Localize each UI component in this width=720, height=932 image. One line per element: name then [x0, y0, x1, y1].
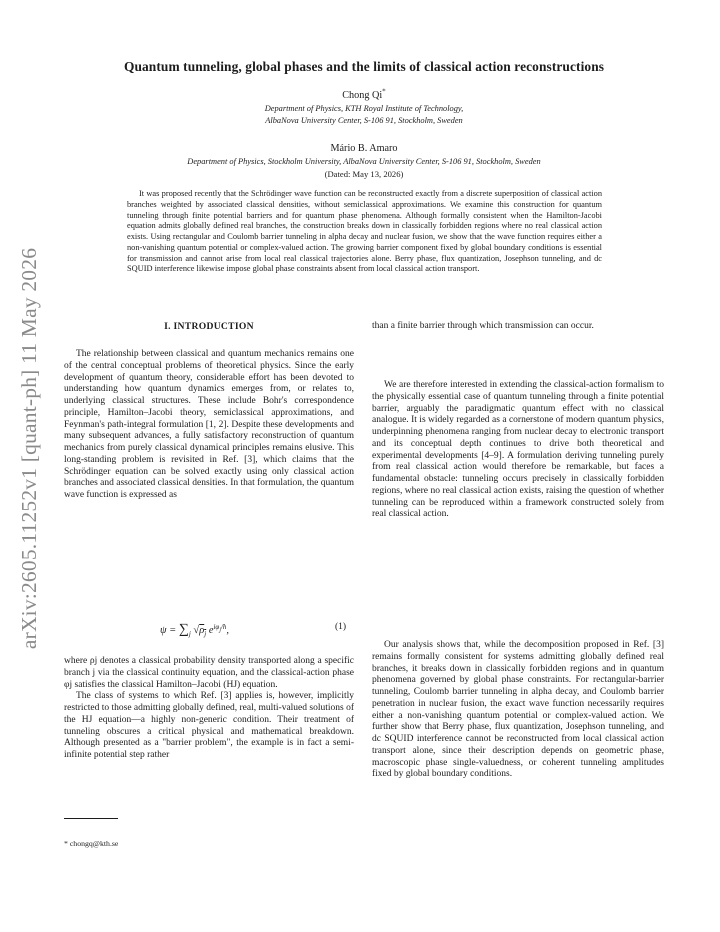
author-1-marker: *: [382, 87, 386, 96]
intro-paragraph-1: The relationship between classical and quantum mechanics remains one of the central conceptual problems of theoretical physics. Since the early development of quantum theory, considerable effort has been devoted to understanding how quantum dynamics emerges from, or relates to, underlying classical structures. These include Bohr's correspondence principle, Hamilton–Jacobi theory, semiclassical approximations, and Feynman's path-integral formulation [1, 2]. Despite these developments and many subsequent advances, a fully satisfactory reconstruction of quantum mechanics from purely classical dynamical principles remains elusive. This long-standing problem is revisited in Ref. [3], which claims that the Schrödinger equation can be solved exactly using only classical action branches and associated classical densities. In that formulation, the quantum wave function is expressed as: [64, 349, 354, 500]
author-2-name: Mário B. Amaro: [330, 143, 398, 154]
equation-1-body: $\psi = \sum_j$ $√\rho_j$ $e^{i\varphi_j/ħ}$,: [160, 622, 230, 639]
author-1-affiliation-line-2: AlbaNova University Center, S-106 91, Stockholm, Sweden: [265, 116, 463, 125]
equation-1-number: (1): [335, 622, 347, 632]
equation-1: [160, 622, 360, 638]
left-column-continued: [64, 656, 354, 762]
arxiv-identifier-stamp: [2, 228, 58, 668]
footnote-email: * chongq@kth.se: [64, 839, 119, 848]
author-2-affiliation: Department of Physics, Stockholm University, AlbaNova University Center, S-106 91, Stockholm, Sweden: [187, 157, 541, 166]
intro-paragraph-5: Our analysis shows that, while the decomposition proposed in Ref. [3] remains formally consistent for systems admitting globally defined real branches, it breaks down in classically forbidden regions and in quantum phenomena governed by global phase constraints. For rectangular-barrier tunneling, Coulomb barrier tunneling in alpha decay, and Coulomb barrier penetration in nuclear fusion, the exact wave function necessarily requires either a non-vanishing quantum potential or complex-valued action. We further show that Berry phase, flux quantization, Josephson tunneling, and dc SQUID interference cannot be reconstructed from local classical action transport alone, since their description depends on geometric phase, macroscopic phase single-valuedness, or coherent tunneling amplitudes fixed by global boundary conditions.: [372, 640, 664, 780]
intro-paragraph-3: The class of systems to which Ref. [3] applies is, however, implicitly restricted to those admitting globally defined, real, multi-valued solutions of the HJ equation—a highly non-generic condition. Their treatment of tunneling obscures a critical physical and mathematical breakdown. Although presented as a "barrier problem", the example is in fact a semi-infinite potential step rather: [64, 691, 354, 760]
left-column-intro: [64, 349, 354, 502]
abstract: It was proposed recently that the Schrödinger wave function can be reconstructed exactly from a discrete superposition of classical action branches weighted by associated classical densities, without semiclassical approximations. We examine this construction for quantum tunneling through finite potential barriers and for quantum phase phenomena. Although formally consistent when the Hamilton-Jacobi equation admits globally defined real branches, the construction breaks down in classically forbidden regions where no real classical action exists. Using rectangular and Coulomb barrier tunneling in alpha decay and nuclear fusion, we show that the wave function requires either a non-vanishing quantum potential or complex-valued action. The growing barrier component fixed by global boundary conditions is essential for transmission and cannot arise from local real classical trajectories alone. Berry phase, flux quantization, Josephson tunneling, and dc SQUID interference likewise impose global phase constraints absent from local classical action transport.: [127, 189, 602, 274]
dated-line: (Dated: May 13, 2026): [324, 169, 404, 179]
right-column-top: [372, 321, 664, 333]
arxiv-identifier-text: arXiv:2605.11252v1 [quant-ph] 11 May 2026: [17, 247, 42, 649]
section-heading-introduction: I. INTRODUCTION: [164, 321, 254, 332]
intro-paragraph-3-continued: than a finite barrier through which transmission can occur.: [372, 321, 594, 331]
paper-title: Quantum tunneling, global phases and the limits of classical action reconstructions: [123, 59, 605, 74]
right-column-middle: [372, 380, 664, 521]
author-1-name: Chong Qi*: [342, 87, 386, 101]
intro-paragraph-2: where ρj denotes a classical probability density transported along a specific branch j via the classical continuity equation, and the classical-action phase φj satisfies the classical Hamilton–Jacobi (HJ) equation.: [64, 656, 354, 690]
right-column-bottom: [372, 640, 664, 781]
author-1-affiliation-line-1: Department of Physics, KTH Royal Institute of Technology,: [264, 104, 464, 113]
intro-paragraph-4: We are therefore interested in extending the classical-action formalism to the physically essential case of quantum tunneling through a finite potential barrier, arguably the paradigmatic quantum effect with no classical analogue. It is widely regarded as a cornerstone of modern quantum physics, underpinning phenomena ranging from nuclear decay to electronic transport and its conceptual depth continues to drive both theoretical and experimental developments [4–9]. A formulation deriving tunneling purely from real classical action would therefore be remarkable, but faces a fundamental obstacle: tunneling occurs precisely in classically forbidden regions, where no real classical action exists, raising the question of whether tunneling can be reproduced within a framework constructed solely from real classical action.: [372, 380, 664, 520]
footnote-rule: [64, 818, 118, 819]
